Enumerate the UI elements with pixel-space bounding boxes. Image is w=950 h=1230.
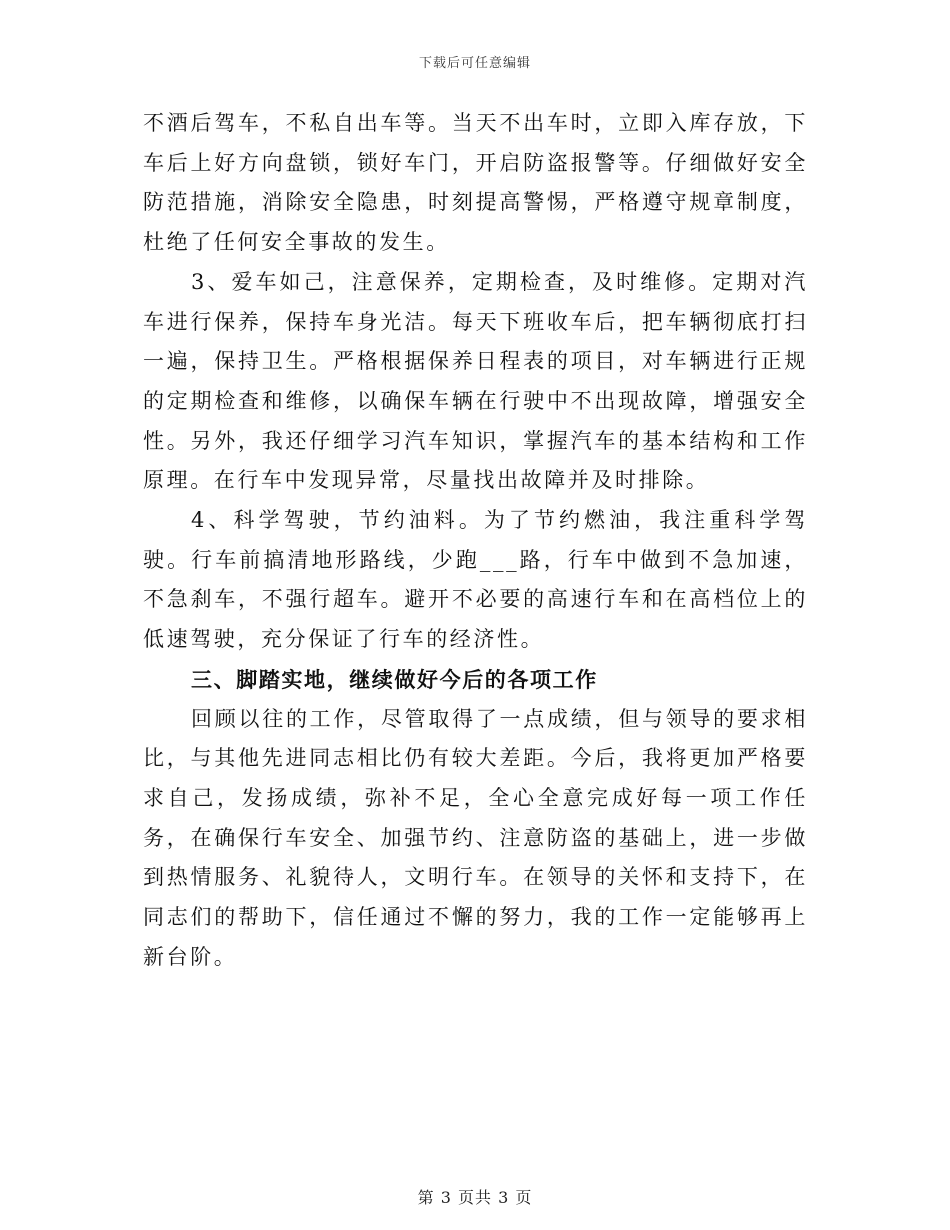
paragraph-item-3: 3、爱车如己，注意保养，定期检查，及时维修。定期对汽车进行保养，保持车身光洁。每天下班收车后，把车辆彻底打扫一遍，保持卫生。严格根据保养日程表的项目，对车辆进行正规的定期检查和维修，以确保车辆在行驶中不出现故障，增强安全性。另外，我还仔细学习汽车知识，掌握汽车的基本结构和工作原理。在行车中发现异常，尽量找出故障并及时排除。 <box>143 269 808 493</box>
paragraph-item-4: 4、科学驾驶，节约油料。为了节约燃油，我注重科学驾驶。行车前搞清地形路线，少跑___路，行车中做到不急加速，不急刹车，不强行超车。避开不必要的高速行车和在高档位上的低速驾驶，充分保证了行车的经济性。 <box>143 508 808 652</box>
page-footer: 第 3 页共 3 页 <box>417 1188 533 1207</box>
paragraph-conclusion: 回顾以往的工作，尽管取得了一点成绩，但与领导的要求相比，与其他先进同志相比仍有较大差距。今后，我将更加严格要求自己，发扬成绩，弥补不足，全心全意完成好每一项工作任务，在确保行车安全、加强节约、注意防盗的基础上，进一步做到热情服务、礼貌待人，文明行车。在领导的关怀和支持下，在同志们的帮助下，信任通过不懈的努力，我的工作一定能够再上新台阶。 <box>143 706 808 969</box>
paragraph-continued: 不酒后驾车，不私自出车等。当天不出车时，立即入库存放，下车后上好方向盘锁，锁好车门，开启防盗报警等。仔细做好安全防范措施，消除安全隐患，时刻提高警惕，严格遵守规章制度，杜绝了任何安全事故的发生。 <box>143 111 808 255</box>
page-header: 下载后可任意编辑 <box>418 56 531 71</box>
document-body <box>143 104 808 977</box>
section-heading-3: 三、脚踏实地，继续做好今后的各项工作 <box>191 666 598 692</box>
